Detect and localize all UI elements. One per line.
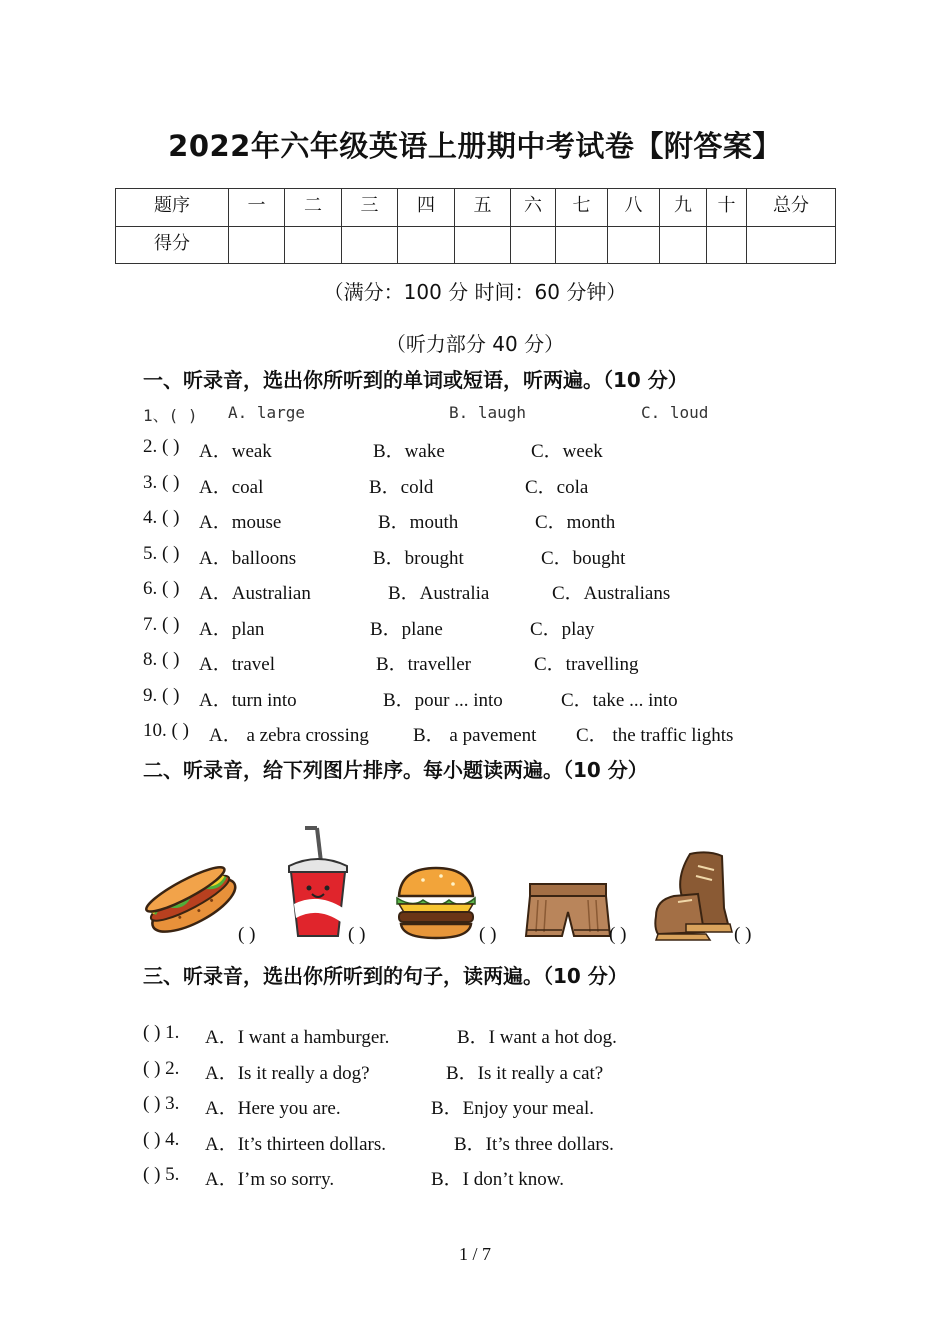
score-header-cell: 三 xyxy=(342,189,398,227)
score-value-row xyxy=(116,226,836,264)
option-b: B．I don’t know. xyxy=(431,1169,565,1190)
picture-answer-blank[interactable]: ( ) xyxy=(609,924,627,945)
option-c: C．bought xyxy=(541,548,626,569)
score-cell[interactable] xyxy=(285,226,342,264)
exam-note: （满分：100 分 时间：60 分钟） xyxy=(323,280,627,304)
question-number: 7. ( ) xyxy=(143,614,180,635)
picture-answer-blank[interactable]: ( ) xyxy=(479,924,497,945)
listening-part-heading: （听力部分 40 分） xyxy=(385,332,565,356)
section1-heading: 一、听录音，选出你所听到的单词或短语，听两遍。（10 分） xyxy=(143,368,688,392)
option-b: B．It’s three dollars. xyxy=(454,1134,614,1155)
option-c: C． the traffic lights xyxy=(576,725,734,746)
option-a: A．weak xyxy=(199,441,272,462)
picture-answer-blank[interactable]: ( ) xyxy=(348,924,366,945)
option-c: C. loud xyxy=(641,403,709,422)
option-a: A．Is it really a dog? xyxy=(205,1063,370,1084)
score-cell[interactable] xyxy=(342,226,398,264)
option-a: A．balloons xyxy=(199,548,297,569)
option-b: B．mouth xyxy=(378,512,459,533)
question-number: ( ) 4. xyxy=(143,1129,180,1150)
score-header-cell: 八 xyxy=(608,189,660,227)
question-number: ( ) 2. xyxy=(143,1058,180,1079)
question-number: ( ) 1. xyxy=(143,1022,180,1043)
score-row-label: 得分 xyxy=(116,226,229,264)
option-c: C．play xyxy=(530,619,595,640)
option-a: A．travel xyxy=(199,654,275,675)
shorts-icon xyxy=(524,882,612,940)
picture-answer-blank[interactable]: ( ) xyxy=(238,924,256,945)
score-cell[interactable] xyxy=(229,226,285,264)
score-header-cell: 五 xyxy=(455,189,511,227)
question-number: 9. ( ) xyxy=(143,685,180,706)
question-number: ( ) 3. xyxy=(143,1093,180,1114)
hotdog-icon xyxy=(143,858,239,942)
option-a: A. large xyxy=(228,403,306,422)
option-a: A．It’s thirteen dollars. xyxy=(205,1134,386,1155)
option-b: B．I want a hot dog. xyxy=(457,1027,617,1048)
boots-icon xyxy=(654,850,734,942)
question-number: 6. ( ) xyxy=(143,578,180,599)
score-header-row xyxy=(116,189,836,227)
option-b: B. laugh xyxy=(449,403,527,422)
option-c: C．week xyxy=(531,441,603,462)
soda-cup-icon xyxy=(283,826,353,940)
option-a: A．I want a hamburger. xyxy=(205,1027,390,1048)
option-c: C．month xyxy=(535,512,616,533)
score-cell[interactable] xyxy=(398,226,455,264)
option-a: A．plan xyxy=(199,619,265,640)
score-cell[interactable] xyxy=(455,226,511,264)
option-a: A．coal xyxy=(199,477,264,498)
question-number: 10. ( ) xyxy=(143,720,189,741)
option-b: B．cold xyxy=(369,477,434,498)
page-number: 1 / 7 xyxy=(458,1244,491,1264)
option-b: B．plane xyxy=(370,619,443,640)
score-header-cell: 十 xyxy=(707,189,747,227)
option-b: B．Australia xyxy=(388,583,490,604)
question-number: 2. ( ) xyxy=(143,436,180,457)
section3-heading: 三、听录音，选出你所听到的句子，读两遍。（10 分） xyxy=(143,964,628,988)
score-header-cell: 九 xyxy=(660,189,707,227)
option-c: C．travelling xyxy=(534,654,639,675)
option-c: C．cola xyxy=(525,477,589,498)
question-number: 4. ( ) xyxy=(143,507,180,528)
score-header-cell: 二 xyxy=(285,189,342,227)
score-cell[interactable] xyxy=(608,226,660,264)
picture-answer-blank[interactable]: ( ) xyxy=(734,924,752,945)
option-a: A．mouse xyxy=(199,512,282,533)
score-header-cell: 七 xyxy=(556,189,608,227)
option-a: A．I’m so sorry. xyxy=(205,1169,335,1190)
option-b: B．Enjoy your meal. xyxy=(431,1098,595,1119)
option-b: B．traveller xyxy=(376,654,471,675)
option-b: B．wake xyxy=(373,441,445,462)
option-b: B．brought xyxy=(373,548,464,569)
score-cell[interactable] xyxy=(511,226,556,264)
option-a: A．Here you are. xyxy=(205,1098,341,1119)
score-cell[interactable] xyxy=(707,226,747,264)
score-cell[interactable] xyxy=(747,226,836,264)
score-header-cell: 四 xyxy=(398,189,455,227)
question-number: 8. ( ) xyxy=(143,649,180,670)
option-c: C．take ... into xyxy=(561,690,678,711)
option-c: C．Australians xyxy=(552,583,671,604)
score-header-cell: 总分 xyxy=(747,189,836,227)
option-b: B． a pavement xyxy=(413,725,537,746)
option-b: B．pour ... into xyxy=(383,690,503,711)
option-a: A．turn into xyxy=(199,690,297,711)
score-cell[interactable] xyxy=(556,226,608,264)
question-number: 3. ( ) xyxy=(143,472,180,493)
question-number: 5. ( ) xyxy=(143,543,180,564)
page-title: 2022年六年级英语上册期中考试卷【附答案】 xyxy=(168,129,782,163)
score-table xyxy=(115,188,836,264)
score-header-cell: 六 xyxy=(511,189,556,227)
score-cell[interactable] xyxy=(660,226,707,264)
option-b: B．Is it really a cat? xyxy=(446,1063,604,1084)
score-header-cell: 一 xyxy=(229,189,285,227)
section2-heading: 二、听录音，给下列图片排序。每小题读两遍。（10 分） xyxy=(143,758,648,782)
question-number: 1、( ) xyxy=(143,406,198,425)
score-header-cell: 题序 xyxy=(116,189,229,227)
hamburger-icon xyxy=(393,864,479,940)
question-number: ( ) 5. xyxy=(143,1164,180,1185)
option-a: A．Australian xyxy=(199,583,311,604)
option-a: A． a zebra crossing xyxy=(209,725,369,746)
